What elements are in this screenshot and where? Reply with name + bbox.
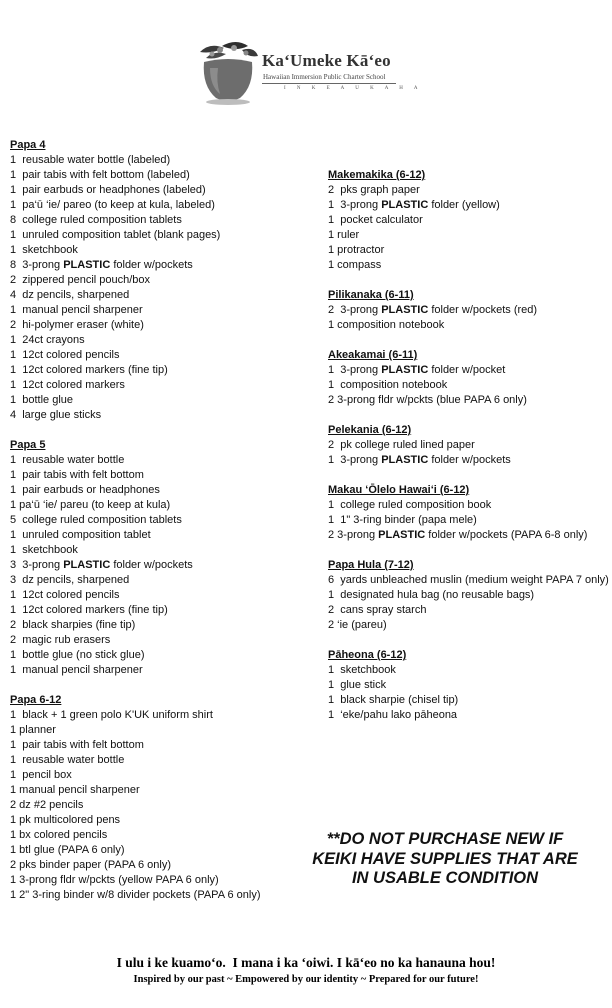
item-text: 1 glue stick	[328, 679, 387, 691]
supply-section-akeakamai-6-11	[328, 348, 612, 408]
supply-list	[328, 303, 612, 333]
item-text: 1 reusable water bottle	[10, 754, 125, 766]
section-heading: Papa 5	[10, 439, 46, 451]
item-text: 1 3-prong	[328, 454, 382, 466]
supply-item	[10, 663, 320, 678]
item-text: 2 cans spray starch	[328, 604, 427, 616]
supply-item	[328, 213, 612, 228]
item-text: 1 3-prong	[328, 364, 382, 376]
item-text: 1 designated hula bag (no reusable bags)	[328, 589, 535, 601]
emphasis-text: PLASTIC	[63, 259, 111, 271]
item-text: 1 pair earbuds or headphones	[10, 484, 160, 496]
item-text: folder w/pockets (PAPA 6-8 only)	[425, 529, 588, 541]
item-text: 1 sketchbook	[10, 544, 78, 556]
supply-item	[328, 603, 612, 618]
supply-item	[328, 693, 612, 708]
supply-item	[10, 633, 320, 648]
supply-item	[328, 618, 612, 633]
supply-item	[10, 153, 320, 168]
item-text: 1 pencil box	[10, 769, 72, 781]
supply-item	[10, 738, 320, 753]
supply-section-papa-5	[10, 438, 320, 678]
supply-item	[328, 678, 612, 693]
notice-line: **DO NOT PURCHASE NEW IF	[326, 830, 564, 848]
supply-item	[10, 318, 320, 333]
notice-line: KEIKI HAVE SUPPLIES THAT ARE	[312, 849, 578, 868]
supply-item	[10, 258, 320, 273]
supply-item	[328, 708, 612, 723]
supply-item	[10, 543, 320, 558]
supply-item	[328, 363, 612, 378]
emphasis-text: PLASTIC	[381, 304, 429, 316]
item-text: folder w/pocket	[428, 364, 506, 376]
item-text: 2 black sharpies (fine tip)	[10, 619, 136, 631]
supply-item	[10, 303, 320, 318]
item-text: 8 college ruled composition tablets	[10, 214, 182, 226]
emphasis-text: PLASTIC	[381, 199, 429, 211]
supply-section-papa-hula-7-12	[328, 558, 612, 633]
item-text: 3 dz pencils, sharpened	[10, 574, 130, 586]
footer	[0, 954, 612, 989]
notice-line: IN USABLE CONDITION	[351, 869, 539, 887]
item-text: 1 24ct crayons	[10, 334, 85, 346]
item-text: 4 dz pencils, sharpened	[10, 289, 130, 301]
school-logo	[196, 38, 423, 108]
footer-motto: I ulu i ke kuamo‘o. I mana i ka ‘oiwi. I kā‘eo no ka hanauna hou!	[116, 955, 496, 970]
supply-item	[10, 813, 320, 828]
right-column-supply-lists	[328, 168, 612, 738]
item-text: 1 ruler	[328, 229, 360, 241]
supply-list	[328, 663, 612, 723]
item-text: 6 yards unbleached muslin (medium weight PAPA 7 only)	[328, 574, 609, 586]
supply-item	[328, 573, 612, 588]
item-text: 1 2" 3-ring binder w/8 divider pockets (PAPA 6 only)	[10, 889, 261, 901]
supply-item	[10, 168, 320, 183]
supply-item	[10, 273, 320, 288]
item-text: 1 unruled composition tablet (blank pages)	[10, 229, 221, 241]
item-text: 1 composition notebook	[328, 379, 448, 391]
supply-item	[10, 408, 320, 423]
supply-section-pelekania-6-12	[328, 423, 612, 468]
item-text: folder w/pockets	[428, 454, 511, 466]
supply-item	[10, 798, 320, 813]
supply-item	[10, 603, 320, 618]
item-text: 1 1" 3-ring binder (papa mele)	[328, 514, 477, 526]
supply-section-papa-4	[10, 138, 320, 423]
supply-item	[10, 618, 320, 633]
item-text: 1 pk multicolored pens	[10, 814, 121, 826]
item-text: 1 3-prong fldr w/pckts (yellow PAPA 6 only)	[10, 874, 219, 886]
item-text: 1 manual pencil sharpener	[10, 664, 143, 676]
section-heading: Makemakika (6-12)	[328, 169, 426, 181]
supply-item	[10, 648, 320, 663]
supply-section-paheona-6-12	[328, 648, 612, 723]
supply-item	[328, 198, 612, 213]
supply-list	[10, 153, 320, 423]
supply-item	[10, 468, 320, 483]
item-text: 1 3-prong	[328, 199, 382, 211]
item-text: folder w/pockets (red)	[428, 304, 538, 316]
item-text: 1 pa‘ū ‘ie/ pareo (to keep at kula, labeled)	[10, 199, 215, 211]
item-text: 1 ‘eke/pahu lako pāheona	[328, 709, 458, 721]
item-text: 1 sketchbook	[328, 664, 396, 676]
section-heading: Papa Hula (7-12)	[328, 559, 414, 571]
supply-section-makau-olelo-hawai-i-6-12	[328, 483, 612, 543]
item-text: 1 bottle glue	[10, 394, 73, 406]
section-heading: Pāheona (6-12)	[328, 649, 407, 661]
supply-item	[10, 528, 320, 543]
emphasis-text: PLASTIC	[381, 364, 429, 376]
item-text: 1 manual pencil sharpener	[10, 784, 140, 796]
supply-item	[10, 453, 320, 468]
item-text: 1 compass	[328, 259, 382, 271]
section-heading: Akeakamai (6-11)	[328, 349, 418, 361]
item-text: 1 college ruled composition book	[328, 499, 492, 511]
supply-item	[10, 348, 320, 363]
item-text: 1 pair tabis with felt bottom (labeled)	[10, 169, 190, 181]
item-text: 2 hi-polymer eraser (white)	[10, 319, 144, 331]
item-text: 1 reusable water bottle (labeled)	[10, 154, 171, 166]
item-text: 5 college ruled composition tablets	[10, 514, 182, 526]
school-name: Ka‘Umeke Kā‘eo	[262, 51, 391, 70]
supply-item	[10, 483, 320, 498]
item-text: 1 planner	[10, 724, 56, 736]
supply-item	[10, 828, 320, 843]
supply-item	[10, 708, 320, 723]
item-text: 1 pocket calculator	[328, 214, 423, 226]
item-text: 1 bx colored pencils	[10, 829, 108, 841]
item-text: 4 large glue sticks	[10, 409, 102, 421]
item-text: 1 protractor	[328, 244, 385, 256]
supply-item	[10, 288, 320, 303]
item-text: 1 12ct colored markers (fine tip)	[10, 364, 168, 376]
item-text: 2 3-prong	[328, 304, 382, 316]
item-text: 1 12ct colored pencils	[10, 349, 120, 361]
supply-item	[10, 243, 320, 258]
supply-item	[10, 393, 320, 408]
supply-item	[10, 198, 320, 213]
section-heading: Papa 4	[10, 139, 46, 151]
supply-item	[328, 393, 612, 408]
supply-item	[328, 453, 612, 468]
supply-item	[10, 753, 320, 768]
item-text: 2 ‘ie (pareu)	[328, 619, 387, 631]
supply-item	[328, 438, 612, 453]
item-text: folder (yellow)	[428, 199, 500, 211]
item-text: 1 manual pencil sharpener	[10, 304, 143, 316]
item-text: 1 bottle glue (no stick glue)	[10, 649, 145, 661]
supply-list	[328, 363, 612, 408]
item-text: 1 12ct colored markers	[10, 379, 125, 391]
supply-item	[10, 768, 320, 783]
supply-item	[10, 783, 320, 798]
supply-item	[328, 528, 612, 543]
supply-item	[328, 498, 612, 513]
item-text: 2 3-prong	[328, 529, 379, 541]
purchase-notice	[300, 830, 590, 889]
item-text: 2 pks graph paper	[328, 184, 420, 196]
supply-item	[10, 558, 320, 573]
item-text: 2 dz #2 pencils	[10, 799, 84, 811]
supply-item	[328, 303, 612, 318]
supply-item	[10, 228, 320, 243]
item-text: 1 black sharpie (chisel tip)	[328, 694, 459, 706]
supply-item	[328, 228, 612, 243]
supply-list	[328, 183, 612, 273]
section-heading: Pilikanaka (6-11)	[328, 289, 414, 301]
section-heading: Pelekania (6-12)	[328, 424, 412, 436]
item-text: 1 sketchbook	[10, 244, 78, 256]
supply-item	[328, 318, 612, 333]
supply-item	[10, 873, 320, 888]
item-text: 1 composition notebook	[328, 319, 445, 331]
item-text: 1 pair tabis with felt bottom	[10, 469, 144, 481]
section-heading: Makau ‘Ōlelo Hawai‘i (6-12)	[328, 484, 470, 496]
supply-item	[10, 363, 320, 378]
supply-item	[10, 843, 320, 858]
item-text: 2 zippered pencil pouch/box	[10, 274, 151, 286]
school-subtitle: Hawaiian Immersion Public Charter School	[263, 73, 386, 81]
item-text: folder w/pockets	[110, 559, 193, 571]
item-text: 2 3-prong fldr w/pckts (blue PAPA 6 only)	[328, 394, 527, 406]
item-text: 1 reusable water bottle	[10, 454, 125, 466]
left-column-supply-lists	[10, 138, 320, 918]
supply-item	[328, 513, 612, 528]
supply-list	[328, 438, 612, 468]
umeke-bowl-icon	[196, 38, 260, 108]
item-text: 1 black + 1 green polo K'UK uniform shirt	[10, 709, 213, 721]
emphasis-text: PLASTIC	[63, 559, 111, 571]
school-location: I N K E A U K A H A	[284, 86, 423, 91]
item-text: 1 unruled composition tablet	[10, 529, 151, 541]
item-text: folder w/pockets	[110, 259, 193, 271]
item-text: 1 12ct colored pencils	[10, 589, 120, 601]
supply-item	[10, 573, 320, 588]
supply-item	[10, 183, 320, 198]
emphasis-text: PLASTIC	[381, 454, 429, 466]
supply-item	[10, 333, 320, 348]
supply-item	[328, 378, 612, 393]
supply-list	[328, 498, 612, 543]
supply-list	[328, 573, 612, 633]
item-text: 8 3-prong	[10, 259, 64, 271]
supply-section-makemakika-6-12	[328, 168, 612, 273]
supply-item	[328, 258, 612, 273]
supply-list	[10, 708, 320, 903]
supply-item	[10, 723, 320, 738]
supply-item	[10, 588, 320, 603]
supply-section-papa-6-12	[10, 693, 320, 903]
item-text: 2 magic rub erasers	[10, 634, 111, 646]
item-text: 1 12ct colored markers (fine tip)	[10, 604, 168, 616]
supply-list	[10, 453, 320, 678]
supply-item	[10, 858, 320, 873]
item-text: 1 pair tabis with felt bottom	[10, 739, 144, 751]
item-text: 3 3-prong	[10, 559, 64, 571]
item-text: 1 btl glue (PAPA 6 only)	[10, 844, 125, 856]
section-heading: Papa 6-12	[10, 694, 62, 706]
supply-item	[10, 888, 320, 903]
supply-item	[328, 183, 612, 198]
supply-section-pilikanaka-6-11	[328, 288, 612, 333]
emphasis-text: PLASTIC	[378, 529, 426, 541]
supply-item	[10, 378, 320, 393]
supply-item	[328, 663, 612, 678]
item-text: 2 pks binder paper (PAPA 6 only)	[10, 859, 172, 871]
supply-item	[328, 588, 612, 603]
supply-item	[10, 213, 320, 228]
supply-item	[10, 498, 320, 513]
logo-divider	[262, 83, 396, 84]
item-text: 2 pk college ruled lined paper	[328, 439, 475, 451]
item-text: 1 pair earbuds or headphones (labeled)	[10, 184, 206, 196]
item-text: 1 pa‘ū ‘ie/ pareu (to keep at kula)	[10, 499, 171, 511]
supply-item	[328, 243, 612, 258]
footer-tagline: Inspired by our past ~ Empowered by our identity ~ Prepared for our future!	[133, 974, 479, 985]
supply-item	[10, 513, 320, 528]
